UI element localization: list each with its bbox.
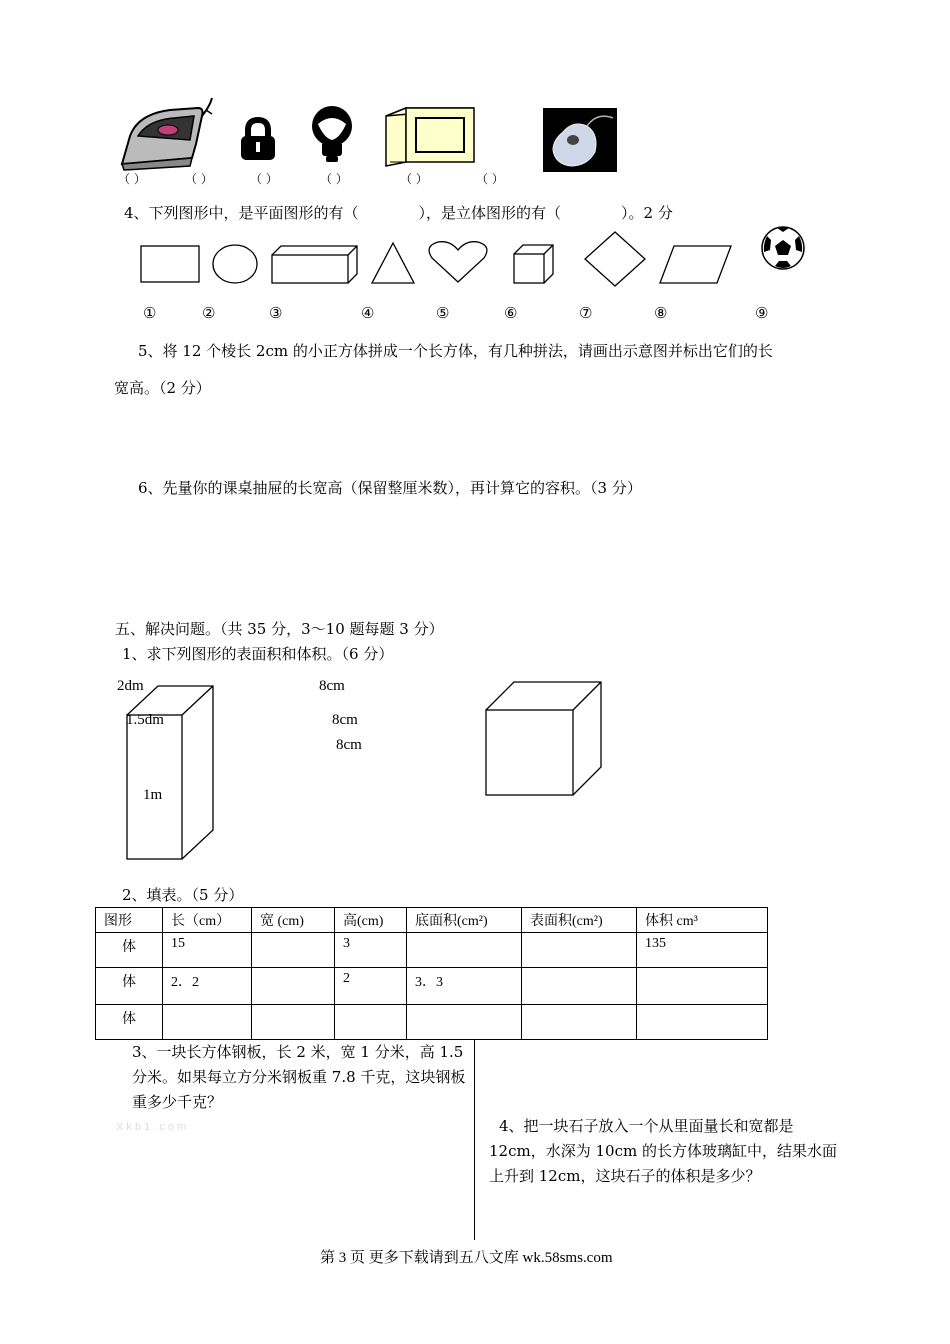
shape-label: ②	[202, 304, 216, 322]
shape-label: ⑤	[436, 304, 450, 322]
table-cell: 135	[637, 933, 768, 968]
table-cell	[637, 1005, 768, 1040]
shape-label: ⑨	[755, 304, 769, 322]
table-cell	[335, 1005, 407, 1040]
table-cell	[407, 933, 522, 968]
s5-question-4-text: 4、把一块石子放入一个从里面量长和宽都是 12cm，水深为 10cm 的长方体玻璃缸中，结果水面上升到 12cm，这块石子的体积是多少？	[489, 1117, 837, 1185]
cube-label: 8cm	[319, 678, 345, 694]
shape-label: ③	[269, 304, 283, 322]
s5-question-1-text: 1、求下列图形的表面积和体积。（6 分）	[122, 645, 394, 663]
answer-paren: （ ）	[400, 172, 428, 186]
shape-label: ⑥	[504, 304, 518, 322]
table-row	[96, 968, 768, 1005]
s5-question-3-text: 3、一块长方体钢板，长 2 米，宽 1 分米，高 1.5 分米。如果每立方分米钢板重 7.8 千克，这块钢板重多少千克？	[132, 1043, 466, 1111]
cube-figure	[486, 682, 601, 795]
cube-label: 8cm	[332, 712, 358, 728]
table-header: 高(cm)	[335, 908, 407, 933]
table-header-row	[96, 908, 768, 933]
table-cell: 体	[96, 1005, 163, 1040]
table-cell	[407, 1005, 522, 1040]
table-cell	[522, 968, 637, 1005]
fill-table	[95, 907, 768, 1040]
page-footer: 第 3 页 更多下载请到五八文库 wk.58sms.com	[320, 1250, 613, 1266]
table-cell: 体	[96, 968, 163, 1005]
question-4-text: 4、下列图形中，是平面图形的有（ ），是立体图形的有（ ）。2 分	[124, 204, 673, 222]
table-header: 表面积(cm²)	[522, 908, 637, 933]
table-header: 宽 (cm)	[252, 908, 335, 933]
table-cell	[522, 933, 637, 968]
answer-paren: （ ）	[118, 172, 146, 186]
cuboid-label-length: 2dm	[117, 678, 144, 694]
answer-paren: （ ）	[250, 172, 278, 186]
question-5-line1: 5、将 12 个棱长 2cm 的小正方体拼成一个长方体，有几种拼法，请画出示意图并标出它们的长	[138, 342, 773, 360]
table-row	[96, 933, 768, 968]
watermark: X k b 1 . c o m	[116, 1121, 187, 1133]
table-cell: 体	[96, 933, 163, 968]
s5-question-2-text: 2、填表。（5 分）	[122, 886, 244, 904]
answer-paren: （ ）	[320, 172, 348, 186]
table-cell: 3．3	[407, 968, 522, 1005]
table-row	[96, 1005, 768, 1040]
table-cell	[637, 968, 768, 1005]
table-cell	[163, 1005, 252, 1040]
cube-label: 8cm	[336, 737, 362, 753]
answer-paren: （ ）	[476, 172, 504, 186]
answer-paren: （ ）	[185, 172, 213, 186]
table-cell	[252, 968, 335, 1005]
column-divider	[474, 1040, 475, 1240]
shape-label: ④	[361, 304, 375, 322]
cuboid-label-height: 1m	[143, 787, 163, 803]
question-6-text: 6、先量你的课桌抽屉的长宽高（保留整厘米数），再计算它的容积。（3 分）	[138, 479, 642, 497]
table-header: 图形	[96, 908, 163, 933]
table-cell	[252, 933, 335, 968]
table-cell: 3	[335, 933, 407, 968]
table-cell	[522, 1005, 637, 1040]
table-header: 长（cm）	[163, 908, 252, 933]
shape-label: ①	[143, 304, 157, 322]
table-cell	[252, 1005, 335, 1040]
shape-label: ⑧	[654, 304, 668, 322]
question-5-line2: 宽高。（2 分）	[114, 379, 211, 397]
table-cell: 2．2	[163, 968, 252, 1005]
cuboid-label-width: 1.5dm	[126, 712, 164, 728]
table-header: 体积 cm³	[637, 908, 768, 933]
table-cell: 2	[335, 968, 407, 1005]
shape-label: ⑦	[579, 304, 593, 322]
table-cell: 15	[163, 933, 252, 968]
table-header: 底面积(cm²)	[407, 908, 522, 933]
section-5-heading: 五、解决问题。（共 35 分，3～10 题每题 3 分）	[115, 620, 444, 638]
